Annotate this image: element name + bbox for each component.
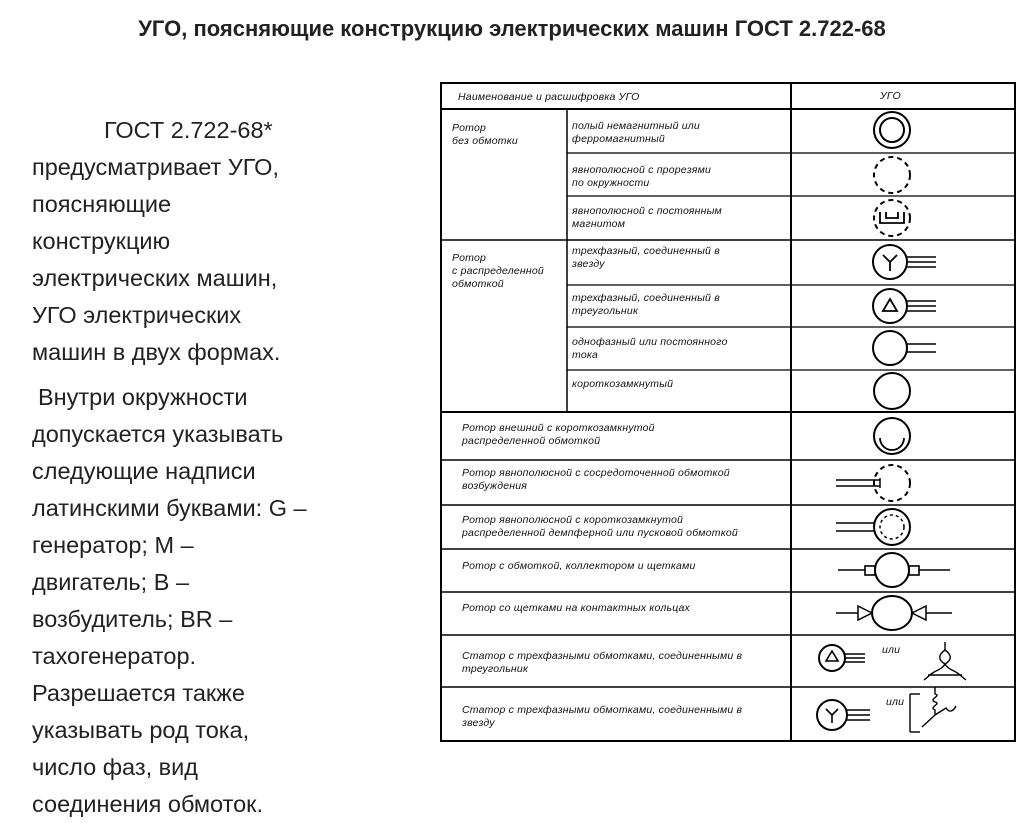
text-line: число фаз, вид <box>32 754 198 780</box>
delta-rotor-icon <box>873 289 936 323</box>
row-label: Ротор явнополюсной с сосредоточенной обмоткой возбуждения <box>462 467 730 492</box>
magnet-rotor-icon <box>874 200 910 236</box>
ugo-table <box>440 82 1020 742</box>
text-line: латинскими буквами: G – <box>32 495 307 521</box>
text-line: указывать род тока, <box>32 717 250 743</box>
paragraph-letters <box>32 379 362 823</box>
paragraph-gost <box>32 112 362 371</box>
text-line: машин в двух формах. <box>32 339 281 365</box>
row-label: трехфазный, соединенный в звезду <box>572 245 720 270</box>
or-label: или <box>882 644 901 656</box>
external-rotor-icon <box>874 418 910 454</box>
header-ugo: УГО <box>880 90 901 102</box>
page-title: УГО, поясняющие конструкцию электрических машин ГОСТ 2.722-68 <box>138 16 886 41</box>
text-line: следующие надписи <box>32 458 256 484</box>
damper-rotor-icon <box>836 509 910 545</box>
hollow-rotor-icon <box>874 112 910 148</box>
row-label: трехфазный, соединенный в треугольник <box>572 292 720 317</box>
commutator-rotor-icon <box>838 553 950 587</box>
text-line: поясняющие <box>32 191 172 217</box>
group-label-distributed: Ротор с распределенной обмоткой <box>452 252 544 290</box>
text-line: генератор; M – <box>32 532 194 558</box>
text-line: двигатель; B – <box>32 569 190 595</box>
row-label: Статор с трехфазными обмотками, соединенными в треугольник <box>462 650 743 675</box>
row-label: Ротор внешний с короткозамкнутой распределенной обмоткой <box>462 422 655 447</box>
row-label: явнополюсной с прорезями по окружности <box>572 164 712 189</box>
single-phase-rotor-icon <box>873 331 936 365</box>
row-label: однофазный или постоянного тока <box>572 336 728 361</box>
text-line: допускается указывать <box>32 421 284 447</box>
text-line: предусматривает УГО, <box>32 154 279 180</box>
text-line: Разрешается также <box>32 680 245 706</box>
or-label: или <box>886 696 905 708</box>
text-line: Внутри окружности <box>38 384 248 410</box>
description-text <box>32 112 362 823</box>
text-line: соединения обмоток. <box>32 791 263 817</box>
squirrel-cage-rotor-icon <box>874 373 910 409</box>
slip-ring-rotor-icon <box>836 596 952 630</box>
group-label-no-winding: Ротор без обмотки <box>452 122 518 147</box>
text-line: ГОСТ 2.722-68* <box>104 117 273 143</box>
slotted-rotor-icon <box>874 157 910 193</box>
excitation-rotor-icon <box>836 465 910 501</box>
text-line: УГО электрических <box>32 302 242 328</box>
row-label: явнополюсной с постоянным магнитом <box>572 205 722 230</box>
row-label: Статор с трехфазными обмотками, соединенными в звезду <box>462 704 743 729</box>
text-line: возбудитель; BR – <box>32 606 233 632</box>
row-label: полый немагнитный или ферромагнитный <box>572 120 700 145</box>
row-label: Ротор явнополюсной с короткозамкнутой распределенной демпферной или пусковой обмоткой <box>462 514 738 539</box>
row-label: Ротор с обмоткой, коллектором и щетками <box>462 560 696 572</box>
row-label: Ротор со щетками на контактных кольцах <box>462 602 691 614</box>
text-line: конструкцию <box>32 228 171 254</box>
star-rotor-icon <box>873 245 936 279</box>
row-label: короткозамкнутый <box>572 378 674 390</box>
header-name: Наименование и расшифровка УГО <box>458 91 640 103</box>
text-line: тахогенератор. <box>32 643 197 669</box>
table-grid <box>440 82 1020 742</box>
text-line: электрических машин, <box>32 265 278 291</box>
stator-star-icon <box>817 687 956 732</box>
